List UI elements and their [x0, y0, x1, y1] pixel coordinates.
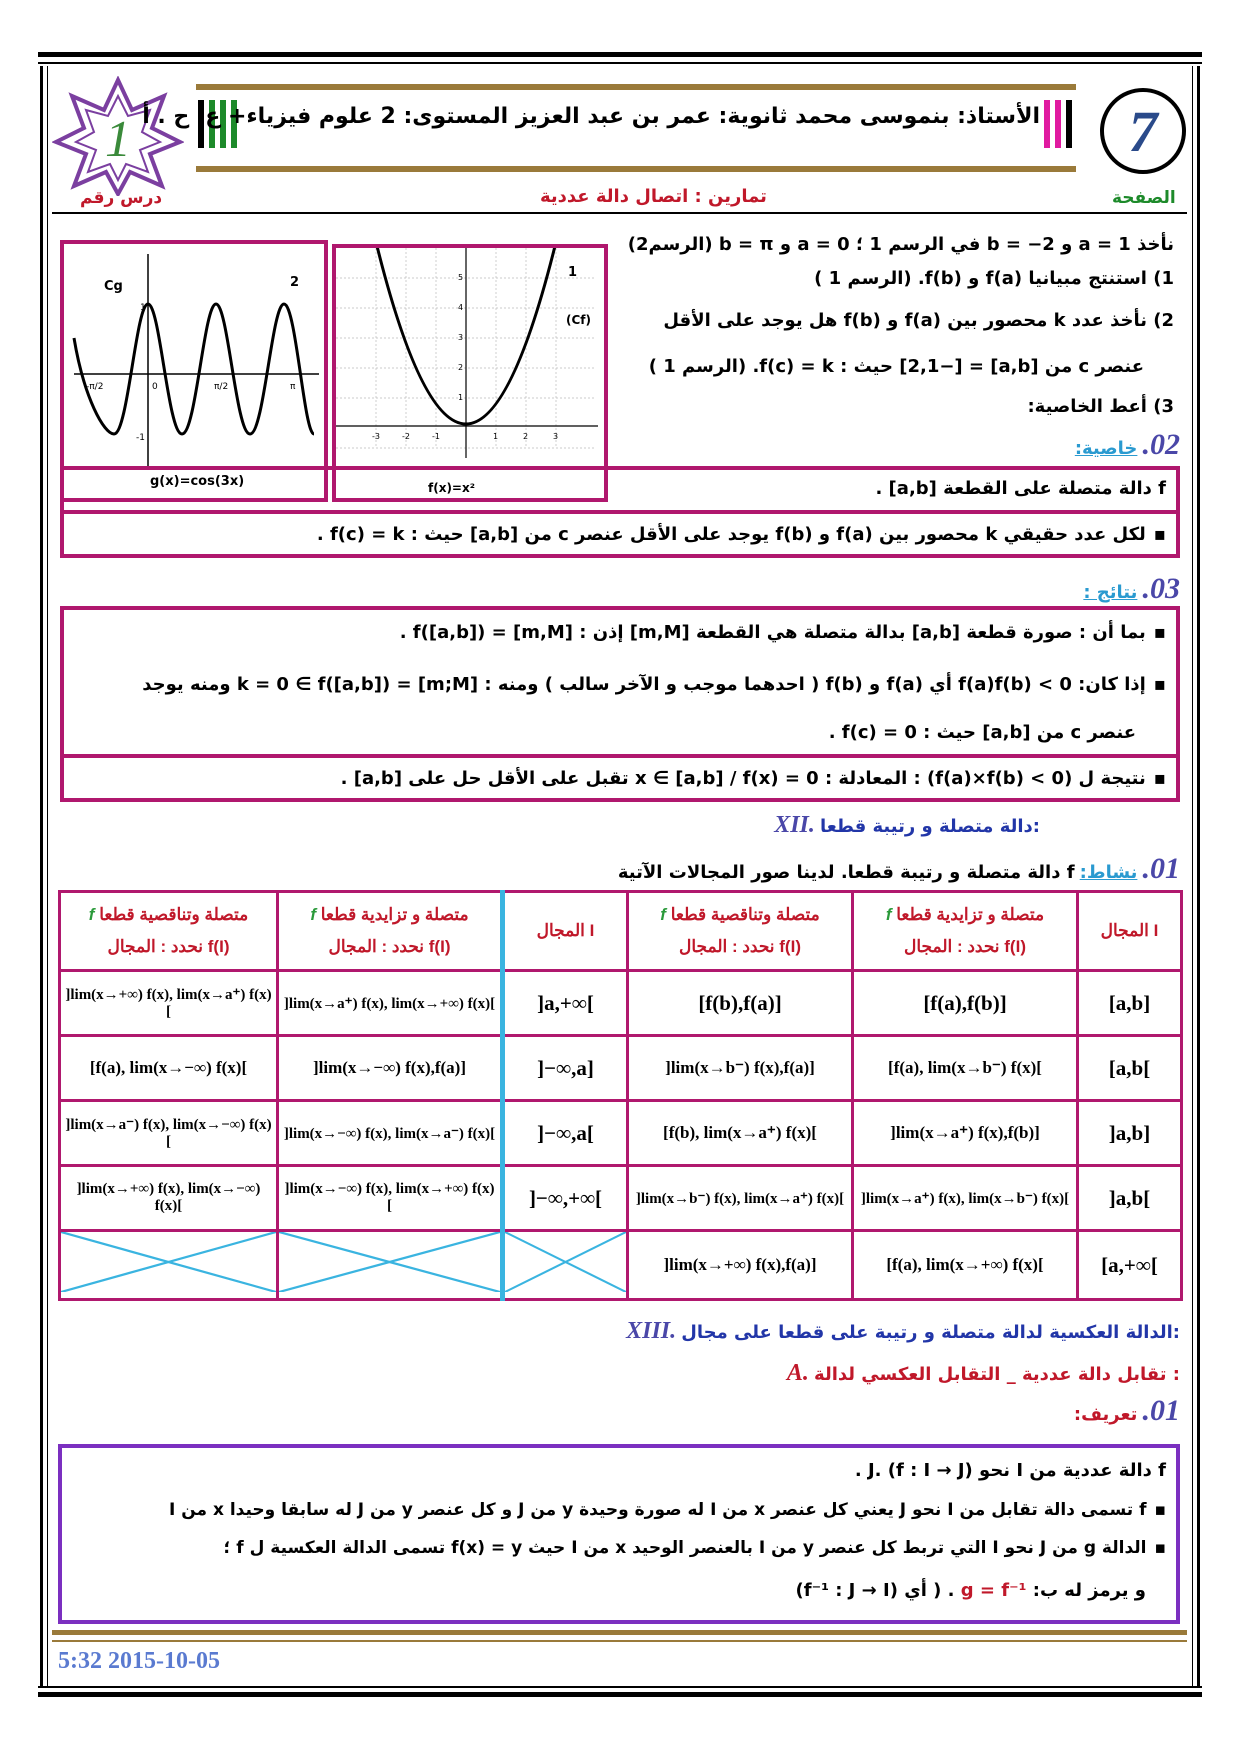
header-cell: f متصلة وتناقصية قطعا نحدد : المجال f(I): [60, 892, 278, 971]
results-divider: [64, 754, 1176, 758]
table-cell: [f(a), lim(x→−∞) f(x)[: [60, 1036, 278, 1101]
table-cell: [f(b), lim(x→a⁺) f(x)[: [628, 1101, 853, 1166]
definition-line-4: و يرمز له ب: g = f⁻¹ . ( أي (f⁻¹ : J → I): [795, 1580, 1146, 1601]
table-row: [60, 1166, 1182, 1231]
results-line-2: ▪ إذا كان: f(a)f(b) < 0 أي f(a) و f(b) ( احدهما موجب و الآخر سالب ) ومنه : k = 0 ∈ f([a,b]) = [m;M] ومنه يوجد: [142, 674, 1166, 695]
svg-text:(Cf): (Cf): [566, 313, 591, 327]
header-cell: f متصلة و تزايدية قطعا نحدد : المجال f(I): [853, 892, 1078, 971]
section-XII-heading: [774, 812, 1040, 839]
svg-text:π/2: π/2: [214, 382, 229, 392]
left-border: [40, 66, 43, 1688]
svg-text:3: 3: [458, 333, 464, 342]
section-A-heading: [787, 1360, 1180, 1387]
section-03-heading: [1083, 572, 1180, 606]
table-cell: ]lim(x→−∞) f(x),f(a)]: [278, 1036, 503, 1101]
definition-line-2: ▪ f تسمى دالة تقابل من I نحو J يعني كل عنصر x من I له صورة وحيدة y من J و كل عنصر y من J له سابقا وحيدا x من I: [169, 1500, 1166, 1520]
table-cell: [a,+∞[: [1078, 1231, 1182, 1300]
svg-text:4: 4: [458, 303, 464, 312]
results-box: [60, 606, 1180, 802]
svg-text:2: 2: [523, 432, 529, 441]
definition-heading: [1074, 1394, 1180, 1428]
results-line-4: ▪ نتيجة ل (f(a)×f(b) < 0) : المعادلة : x ∈ [a,b] / f(x) = 0 تقبل على الأقل حل على [a,b] .: [341, 768, 1166, 789]
table-cell: ]lim(x→a⁺) f(x), lim(x→b⁻) f(x)[: [853, 1166, 1078, 1231]
activity-number: 01.: [1142, 852, 1180, 885]
svg-text:π: π: [290, 382, 296, 392]
table-cell: ]lim(x→+∞) f(x),f(a)]: [628, 1231, 853, 1300]
section-XIII-number: XIII.: [626, 1318, 677, 1344]
svg-text:-1: -1: [136, 433, 145, 443]
intervals-table: [58, 890, 1183, 1301]
table-cell: ]a,b[: [1078, 1166, 1182, 1231]
section-03-title: نتائج :: [1083, 582, 1138, 603]
table-cell: ]lim(x→a⁻) f(x), lim(x→−∞) f(x)[: [60, 1101, 278, 1166]
right-border: [1197, 66, 1200, 1688]
definition-line-3: ▪ الدالة g من J نحو I التي تربط كل عنصر y من I بالعنصر الوحيد x من I حيث f(x) = y تسمى الدالة العكسية ل f ؛: [224, 1538, 1166, 1558]
header-title: الأستاذ: بنموسى محمد ثانوية: عمر بن عبد العزيز المستوى: 2 علوم فيزياء+ ع. ح . أ: [142, 104, 1040, 129]
svg-text:1: 1: [105, 111, 131, 168]
section-02-title: خاصية:: [1074, 438, 1138, 459]
table-cell: ]lim(x→b⁻) f(x), lim(x→a⁺) f(x)[: [628, 1166, 853, 1231]
svg-text:f(x)=x²: f(x)=x²: [428, 481, 475, 495]
svg-text:2: 2: [458, 363, 464, 372]
lesson-badge: [52, 76, 184, 196]
sheet-title: تمارين : اتصال دالة عددية: [540, 186, 767, 207]
table-row: [60, 1101, 1182, 1166]
svg-text:3: 3: [553, 432, 559, 441]
header-cell: المجال I: [503, 892, 628, 971]
table-cell: [a,b]: [1078, 971, 1182, 1036]
footer-rule-top: [52, 1630, 1187, 1635]
svg-text:Cg: Cg: [104, 279, 123, 294]
page-label: الصفحة: [1112, 188, 1176, 208]
section-XII-number: XII.: [774, 812, 815, 838]
table-cell: ]lim(x→+∞) f(x), lim(x→−∞) f(x)[: [60, 1166, 278, 1231]
table-cell-crossed: [278, 1231, 503, 1300]
definition-title: تعريف:: [1073, 1404, 1138, 1425]
page-number: 7: [1128, 98, 1158, 164]
svg-text:-1: -1: [432, 432, 440, 441]
question-2-cont: عنصر c من [a,b] = [−2,1] حيث : f(c) = k. (الرسم 1 ): [648, 356, 1144, 377]
header-cell: المجال I: [1078, 892, 1182, 971]
definition-number: 01.: [1142, 1394, 1180, 1427]
top-border-thin: [38, 62, 1202, 64]
question-1: 1) استنتج مبيانيا f(a) و f(b). (الرسم 1 ): [814, 268, 1174, 289]
header-bottom-rule: [196, 166, 1076, 172]
table-cell: [f(a), lim(x→+∞) f(x)[: [853, 1231, 1078, 1300]
svg-text:-3: -3: [372, 432, 380, 441]
table-cell: ]lim(x→a⁺) f(x), lim(x→+∞) f(x)[: [278, 971, 503, 1036]
svg-text:1: 1: [140, 303, 146, 313]
property-line-1: f دالة متصلة على القطعة [a,b] .: [875, 478, 1166, 499]
property-box: [60, 466, 1180, 558]
activity-heading: [618, 852, 1180, 886]
section-A-number: A.: [786, 1360, 809, 1386]
svg-text:0: 0: [152, 382, 158, 392]
question-3: 3) أعط الخاصية:: [1027, 396, 1174, 417]
top-border-thick: [38, 52, 1202, 57]
svg-text:1: 1: [458, 393, 464, 402]
header-top-rule: [196, 84, 1076, 90]
table-cell: [f(a), lim(x→b⁻) f(x)[: [853, 1036, 1078, 1101]
table-cell: ]a,b]: [1078, 1101, 1182, 1166]
property-line-2: ▪ لكل عدد حقيقي k محصور بين f(a) و f(b) يوجد على الأقل عنصر c من [a,b] حيث : f(c) = k .: [317, 524, 1166, 545]
svg-text:5: 5: [458, 273, 464, 282]
table-cell: ]−∞,a[: [503, 1101, 628, 1166]
svg-text:g(x)=cos(3x): g(x)=cos(3x): [150, 474, 245, 489]
lesson-label: درس رقم: [80, 188, 163, 208]
bottom-border-thick: [38, 1692, 1202, 1697]
header-divider: [52, 212, 1187, 214]
table-cell-crossed: [60, 1231, 278, 1300]
table-cell: ]lim(x→b⁻) f(x),f(a)]: [628, 1036, 853, 1101]
section-XIII-title: الدالة العكسية لدالة متصلة و رتيبة على قطعا على مجال:: [681, 1322, 1180, 1343]
table-header-row: [60, 892, 1182, 971]
definition-line-1: f دالة عددية من I نحو J. (f : I → J) .: [854, 1460, 1166, 1481]
property-box-divider: [64, 510, 1176, 514]
table-cell: ]lim(x→a⁺) f(x),f(b)]: [853, 1101, 1078, 1166]
table-cell-crossed: [503, 1231, 628, 1300]
svg-text:-π/2: -π/2: [86, 382, 104, 392]
section-02-heading: [1075, 428, 1180, 462]
header-stripes-right: [1044, 100, 1078, 148]
graph-cos: [60, 240, 328, 502]
table-row: [60, 971, 1182, 1036]
header-cell: f متصلة و تزايدية قطعا نحدد : المجال f(I): [278, 892, 503, 971]
svg-text:1: 1: [493, 432, 499, 441]
table-cell: [f(a),f(b)]: [853, 971, 1078, 1036]
svg-text:1: 1: [568, 265, 578, 280]
activity-title: نشاط:: [1079, 862, 1138, 883]
right-border-inner: [1192, 66, 1193, 1688]
svg-text:2: 2: [290, 275, 300, 290]
table-cell: [f(b),f(a)]: [628, 971, 853, 1036]
table-cell: ]−∞,a]: [503, 1036, 628, 1101]
inverse-notation: g = f⁻¹: [960, 1580, 1027, 1601]
definition-box: [58, 1444, 1180, 1624]
section-XII-title: دالة متصلة و رتيبة قطعا:: [819, 816, 1040, 837]
table-cell: ]a,+∞[: [503, 971, 628, 1036]
activity-text: f دالة متصلة و رتيبة قطعا. لدينا صور المجالات الآتية: [617, 862, 1075, 883]
svg-text:-2: -2: [402, 432, 410, 441]
page-badge: [1100, 88, 1186, 174]
question-2: 2) نأخذ عدد k محصور بين f(a) و f(b) هل يوجد على الأقل: [663, 310, 1174, 331]
results-line-3: عنصر c من [a,b] حيث : f(c) = 0 .: [828, 722, 1136, 743]
table-cell: ]lim(x→−∞) f(x), lim(x→+∞) f(x)[: [278, 1166, 503, 1231]
left-border-inner: [47, 66, 48, 1688]
section-02-number: 02.: [1142, 428, 1180, 461]
footer-datetime: 5:32 2015-10-05: [58, 1648, 220, 1674]
exercise-line-1: نأخذ a = 1 و b = −2 في الرسم 1 ؛ a = 0 و b = π (الرسم2): [627, 234, 1174, 255]
table-cell: [a,b[: [1078, 1036, 1182, 1101]
table-cell: ]lim(x→+∞) f(x), lim(x→a⁺) f(x)[: [60, 971, 278, 1036]
table-row: [60, 1036, 1182, 1101]
table-row: [60, 1231, 1182, 1300]
results-line-1: ▪ بما أن : صورة قطعة [a,b] بدالة متصلة هي القطعة [m,M] إذن : f([a,b]) = [m,M] .: [400, 622, 1166, 643]
graph-parabola: [332, 244, 608, 502]
table-cell: ]−∞,+∞[: [503, 1166, 628, 1231]
section-A-title: تقابل دالة عددية _ التقابل العكسي لدالة :: [814, 1364, 1180, 1385]
bottom-border-thin: [38, 1686, 1202, 1688]
section-03-number: 03.: [1142, 572, 1180, 605]
footer-rule-bottom: [52, 1640, 1187, 1642]
table-cell: ]lim(x→−∞) f(x), lim(x→a⁻) f(x)[: [278, 1101, 503, 1166]
header-cell: f متصلة وتناقصية قطعا نحدد : المجال f(I): [628, 892, 853, 971]
section-XIII-heading: [626, 1318, 1180, 1345]
